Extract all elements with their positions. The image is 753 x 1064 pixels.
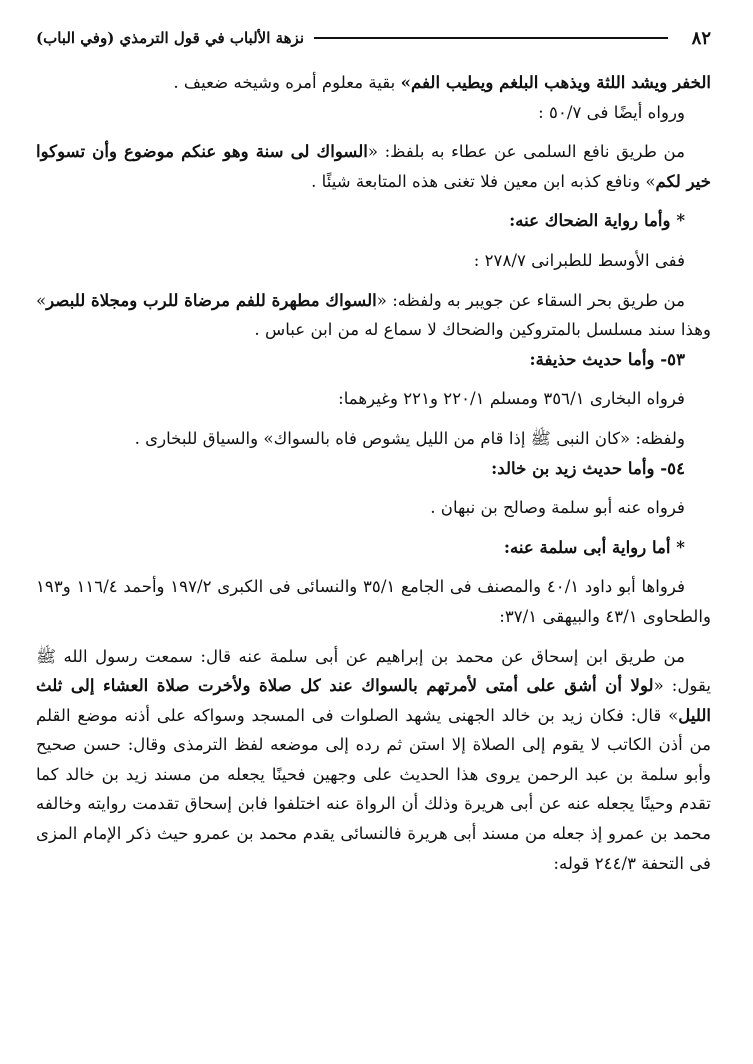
paragraph-text: من طريق بحر السقاء عن جويبر به ولفظه: « [376,290,685,310]
section-heading: * أما رواية أبى سلمة عنه: [503,536,685,557]
paragraph-9: فرواها أبو داود ٤٠/١ والمصنف فى الجامع ٣٥/١ والنسائى فى الكبرى ١٩٧/٢ وأحمد ١١٦/٤ و١٩٣ والطحاوى ٤٣/١ والبيهقى ٣٧/١: [36,577,711,626]
quote-text: لولا أن أشق على أمتى لأمرتهم بالسواك عند كل صلاة ولأخرت صلاة العشاء إلى ثلث الليل [36,675,711,725]
paragraph-text: » وهذا سند مسلسل بالمتروكين والضحاك لا سماع له من ابن عباس . [36,290,711,340]
paragraph-2: ورواه أيضًا فى ٥٠/٧ : [538,102,685,122]
paragraph-10 [36,642,711,879]
quote-text: السواك مطهرة للفم مرضاة للرب ومجلاة للبصر [46,289,377,310]
paragraph-6: فرواه البخارى ٣٥٦/١ ومسلم ٢٢٠/١ و٢٢١ وغيرهما: [338,389,685,409]
paragraph-text: » ونافع كذبه ابن معين فلا تغنى هذه المتابعة شيئًا . [311,171,656,191]
paragraph-text: من طريق ابن إسحاق عن محمد بن إبراهيم عن أبى سلمة عنه قال: سمعت رسول الله ﷺ يقول: « [36,646,711,696]
paragraph-8: فرواه عنه أبو سلمة وصالح بن نبهان . [430,498,685,518]
quote-text: السواك لى سنة وهو عنكم موضوع وأن تسوكوا خير لكم [36,141,711,191]
running-title: نزهة الألباب في قول الترمذي (وفي الباب) [36,29,304,47]
paragraph-text: بقية معلوم أمره وشيخه ضعيف . [173,73,401,92]
page-header [36,20,711,56]
paragraph-7: ولفظه: «كان النبى ﷺ إذا قام من الليل يشوص فاه بالسواك» والسياق للبخارى . [134,428,685,448]
paragraph-1 [36,68,711,98]
section-heading: ٥٤- وأما حديث زيد بن خالد: [491,457,685,478]
paragraph-4: ففى الأوسط للطبرانى ٢٧٨/٧ : [473,250,685,270]
paragraph-5 [36,286,711,345]
page-number: ٨٢ [691,27,711,49]
page-body [36,68,711,878]
paragraph-text: » قال: فكان زيد بن خالد الجهنى يشهد الصلوات فى المسجد وسواكه على أذنه موضع القلم من أذن الكاتب لا يقوم إلى الصلاة إلا استن ثم رده إلى موضعه لفظ الترمذى وقال: حسن صحيح وأبو سلمة بن عبد الرحمن يروى هذا الحديث على وجهين فحينًا يجعله من مسند زيد بن خالد كما تقدم وحينًا يجعله عنه عن أبى هريرة وذلك أن الرواة عنه اختلفوا فابن إسحاق تقدمت روايته وخالفه محمد بن عمرو إذ جعله من مسند أبى هريرة فالنسائى يقدم محمد بن عمرو حيث ذكر الإمام المزى فى التحفة ٢٤٤/٣ قوله: [36,705,711,873]
section-heading: * وأما رواية الضحاك عنه: [509,210,685,231]
header-rule [314,37,668,39]
paragraph-3 [36,137,711,196]
section-heading: ٥٣- وأما حديث حذيفة: [529,348,685,369]
quote-text: الخفر ويشد اللثة ويذهب البلغم ويطيب الفم» [400,72,711,92]
paragraph-text: من طريق نافع السلمى عن عطاء به بلفظ: « [367,142,685,162]
